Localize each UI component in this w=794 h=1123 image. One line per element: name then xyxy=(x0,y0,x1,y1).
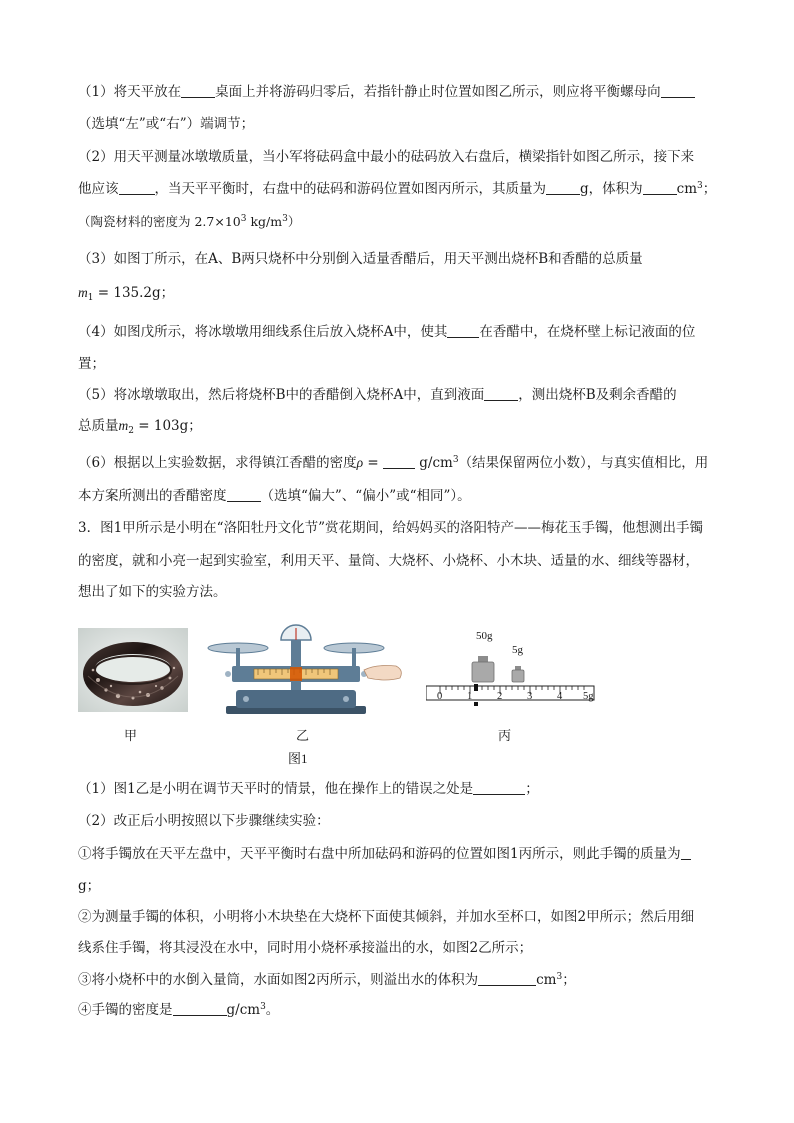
ruler-tick-label: 5g xyxy=(583,691,594,702)
question-5-line xyxy=(78,385,677,405)
problem-3-line-2: 的密度，就和小亮一起到实验室，利用天平、量筒、大烧杯、小烧杯、小木块、适量的水、细线等器材， xyxy=(78,553,699,569)
question-1-line-2: （选填“左”或“右”）端调节； xyxy=(78,116,255,132)
problem-3-q1 xyxy=(78,779,539,799)
ruler-tick-label: 3 xyxy=(527,691,533,702)
bracelet-photo xyxy=(78,628,188,712)
answer-blank[interactable] xyxy=(181,83,215,98)
subscript: 2 xyxy=(128,426,134,436)
text-segment: g/cm xyxy=(226,1002,261,1018)
text-segment: （结果保留两位小数），与真实值相比，用 xyxy=(458,455,709,471)
text-segment: g，体积为 xyxy=(580,181,643,197)
answer-blank[interactable] xyxy=(643,180,677,195)
text-segment: ④手镯的密度是 xyxy=(78,1002,173,1018)
text-segment: cm xyxy=(676,181,698,197)
answer-blank[interactable] xyxy=(546,180,580,195)
ruler-tick-labels xyxy=(436,691,616,705)
text-segment: ； xyxy=(702,181,717,197)
answer-blank[interactable] xyxy=(227,487,261,502)
label-yi: 乙 xyxy=(296,728,310,743)
step-1-line xyxy=(78,844,691,864)
answer-blank[interactable] xyxy=(119,180,155,195)
text-segment: 总质量 xyxy=(78,418,119,434)
step-2-line-2: 线系住手镯，将其浸没在水中，同时用小烧杯承接溢出的水，如图2乙所示； xyxy=(78,940,533,956)
text-segment: （4）如图戊所示，将冰墩墩用细线系住后放入烧杯A中，使其 xyxy=(78,324,448,340)
text-segment: ①将手镯放在天平左盘中，天平平衡时右盘中所加砝码和游码的位置如图1丙所示，则此手镯的质量为 xyxy=(78,846,681,862)
answer-blank[interactable] xyxy=(383,454,415,469)
answer-blank[interactable] xyxy=(173,1001,227,1016)
question-3-line: （3）如图丁所示，在A、B两只烧杯中分别倒入适量香醋后，用天平测出烧杯B和香醋的总质量 xyxy=(78,251,643,267)
text-segment: （5）将冰墩墩取出，然后将烧杯B中的香醋倒入烧杯A中，直到液面 xyxy=(78,387,485,403)
question-1-line xyxy=(78,82,695,102)
answer-blank[interactable] xyxy=(661,83,695,98)
answer-blank[interactable] xyxy=(478,971,536,986)
text-segment: = 135.2g； xyxy=(93,285,175,301)
problem-3-q2: （2）改正后小明按照以下步骤继续实验： xyxy=(78,813,330,829)
question-6-line xyxy=(78,453,708,473)
text-segment: g/cm xyxy=(414,455,453,471)
ruler-tick-label: 2 xyxy=(497,691,503,702)
answer-blank[interactable] xyxy=(681,845,691,860)
text-segment: ③将小烧杯中的水倒入量筒，水面如图2丙所示，则溢出水的体积为 xyxy=(78,972,479,988)
text-segment: （6）根据以上实验数据，求得镇江香醋的密度 xyxy=(78,455,357,471)
text-segment: ，测出烧杯B及剩余香醋的 xyxy=(518,387,677,403)
ruler-tick-label: 0 xyxy=(437,691,443,702)
superscript: 3 xyxy=(282,214,288,224)
text-segment: ； xyxy=(525,781,539,797)
question-4-line xyxy=(78,322,695,342)
text-segment: （1）图1乙是小明在调节天平时的情景，他在操作上的错误之处是 xyxy=(78,781,474,797)
label-jia: 甲 xyxy=(124,728,138,743)
weight-50g-label: 50g xyxy=(476,630,493,642)
text-segment: ） xyxy=(287,214,301,229)
density-note xyxy=(78,212,300,232)
mass-m1-line xyxy=(78,283,174,303)
text-segment: ρ xyxy=(356,455,364,470)
text-segment: = 103g； xyxy=(133,418,202,434)
step-4-line xyxy=(78,1000,279,1020)
text-segment: m xyxy=(118,418,129,433)
label-bing: 丙 xyxy=(498,728,512,743)
question-2-line-2 xyxy=(78,179,716,199)
superscript: 3 xyxy=(240,214,247,224)
answer-blank[interactable] xyxy=(473,780,525,795)
weight-5g-label: 5g xyxy=(512,644,523,656)
text-segment: m xyxy=(78,285,88,300)
answer-blank[interactable] xyxy=(484,386,518,401)
superscript: 3 xyxy=(697,181,703,191)
bracelet-illustration xyxy=(78,628,188,712)
text-segment: 在香醋中，在烧杯壁上标记液面的位 xyxy=(479,324,696,340)
superscript: 3 xyxy=(556,972,563,982)
step-2-line: ②为测量手镯的体积，小明将小木块垫在大烧杯下面使其倾斜，并加水至杯口，如图2甲所示；然后用细 xyxy=(78,909,695,925)
ruler-tick-label: 1 xyxy=(467,691,473,702)
text-segment: 他应该 xyxy=(78,181,119,197)
text-segment: ，当天平平衡时，右盘中的砝码和游码位置如图丙所示，其质量为 xyxy=(154,181,546,197)
question-6-line-2 xyxy=(78,486,471,506)
text-segment: 。 xyxy=(265,1002,280,1018)
text-segment: （1）将天平放在 xyxy=(78,84,182,100)
answer-blank[interactable] xyxy=(447,323,479,338)
subscript: 1 xyxy=(87,293,94,303)
text-segment: = xyxy=(363,455,383,471)
question-2-line: （2）用天平测量冰墩墩质量，当小军将砝码盒中最小的砝码放入右盘后，横梁指针如图乙所示，接下来 xyxy=(78,149,695,165)
question-4-line-2: 置； xyxy=(78,356,105,372)
text-segment: 桌面上并将游码归零后，若指针静止时位置如图乙所示，则应将平衡螺母向 xyxy=(215,84,661,100)
ruler-tick-label: 4 xyxy=(557,691,563,702)
text-segment: kg/m xyxy=(246,214,283,229)
superscript: 3 xyxy=(260,1002,266,1012)
problem-3-line-3: 想出了如下的实验方法。 xyxy=(78,584,227,600)
text-segment: cm xyxy=(536,972,557,988)
figure-caption: 图1 xyxy=(288,751,308,766)
text-segment: 本方案所测出的香醋密度 xyxy=(78,488,227,504)
text-segment: （陶瓷材料的密度为 2.7×10 xyxy=(78,214,241,229)
text-segment: ； xyxy=(562,972,576,988)
step-3-line xyxy=(78,970,576,990)
figure-1 xyxy=(76,620,606,770)
problem-3-line-1: 3．图1甲所示是小明在“洛阳牡丹文化节”赏花期间，给妈妈买的洛阳特产——梅花玉手镯，他想测出手镯 xyxy=(78,520,703,536)
text-segment: （选填“偏大”、“偏小”或“相同”）。 xyxy=(260,488,471,504)
step-1-line-2: g； xyxy=(78,878,101,894)
superscript: 3 xyxy=(452,455,459,465)
mass-m2-line xyxy=(78,416,202,436)
balance-illustration xyxy=(206,620,406,720)
